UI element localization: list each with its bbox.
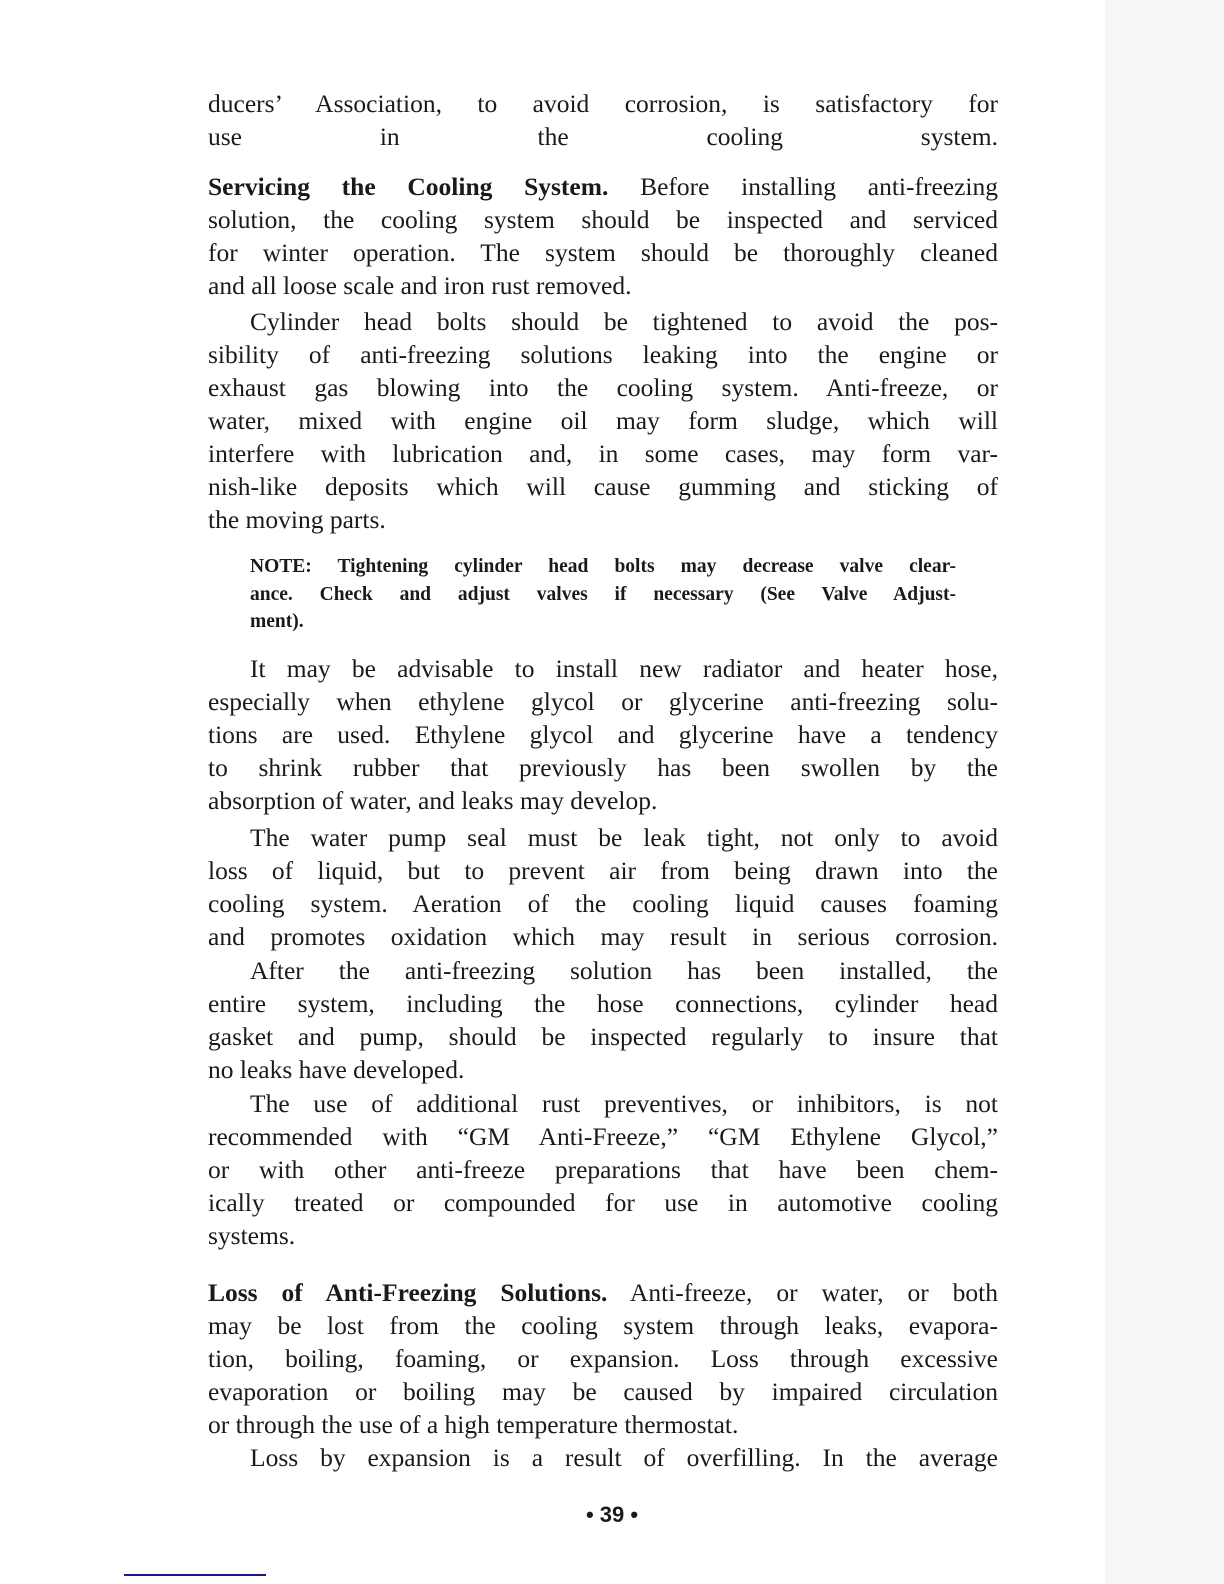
scan-edge: [1105, 0, 1224, 1584]
text-line: interfere with lubrication and, in some cases, may form var-: [208, 439, 998, 468]
text-line: ance. Check and adjust valves if necessary (See Valve Adjust-: [250, 583, 956, 605]
text-line: ment).: [250, 611, 304, 632]
paragraph-water-pump: [208, 821, 998, 953]
text-line: It may be advisable to install new radiator and heater hose,: [250, 654, 998, 683]
link-underline: [124, 1574, 266, 1576]
page-number: • 39 •: [585, 1502, 639, 1527]
text-line: for winter operation. The system should be thoroughly cleaned: [208, 238, 998, 267]
paragraph-expansion: [208, 1441, 998, 1474]
text-line: may be lost from the cooling system through leaks, evapora-: [208, 1311, 998, 1340]
text-line: tions are used. Ethylene glycol and glycerine have a tendency: [208, 720, 998, 749]
text-run: Before installing anti-freezing: [608, 172, 999, 201]
text-line: absorption of water, and leaks may develop.: [208, 786, 658, 815]
text-line: use in the cooling system.: [208, 122, 998, 151]
text-line: no leaks have developed.: [208, 1055, 465, 1084]
text-line: and promotes oxidation which may result in serious corrosion.: [208, 922, 998, 951]
text-line: NOTE: Tightening cylinder head bolts may decrease valve clear-: [250, 556, 956, 577]
paragraph-servicing: [208, 170, 998, 302]
section-heading: Servicing the Cooling System.: [208, 172, 609, 201]
text-line: exhaust gas blowing into the cooling system. Anti-freeze, or: [208, 373, 998, 402]
text-line: water, mixed with engine oil may form sludge, which will: [208, 406, 998, 435]
text-line: nish-like deposits which will cause gumming and sticking of: [208, 472, 998, 501]
text-line: evaporation or boiling may be caused by impaired circulation: [208, 1377, 998, 1406]
text-line: sibility of anti-freezing solutions leaking into the engine or: [208, 340, 998, 369]
text-line: ducers’ Association, to avoid corrosion, is satisfactory for: [208, 89, 998, 118]
paragraph-intro: [208, 87, 998, 153]
paragraph-after-install: [208, 954, 998, 1086]
text-line: entire system, including the hose connections, cylinder head: [208, 989, 998, 1018]
text-line: The use of additional rust preventives, or inhibitors, is not: [250, 1089, 998, 1118]
text-line: ically treated or compounded for use in automotive cooling: [208, 1188, 998, 1217]
text-line: [208, 1276, 998, 1309]
paragraph-hose: [208, 652, 998, 817]
text-line: Loss by expansion is a result of overfilling. In the average: [250, 1443, 998, 1472]
section-heading: Loss of Anti-Freezing Solutions.: [208, 1278, 608, 1307]
text-line: Cylinder head bolts should be tightened to avoid the pos-: [250, 307, 998, 336]
text-line: After the anti-freezing solution has been installed, the: [250, 956, 998, 985]
text-line: The water pump seal must be leak tight, not only to avoid: [250, 823, 998, 852]
paragraph-cylinder-head: [208, 305, 998, 536]
text-line: or through the use of a high temperature thermostat.: [208, 1410, 739, 1439]
text-line: especially when ethylene glycol or glycerine anti-freezing solu-: [208, 687, 998, 716]
text-line: [208, 170, 998, 203]
paragraph-loss: [208, 1276, 998, 1441]
text-line: loss of liquid, but to prevent air from being drawn into the: [208, 856, 998, 885]
text-line: cooling system. Aeration of the cooling liquid causes foaming: [208, 889, 998, 918]
text-line: solution, the cooling system should be inspected and serviced: [208, 205, 998, 234]
text-line: or with other anti-freeze preparations that have been chem-: [208, 1155, 998, 1184]
text-line: the moving parts.: [208, 505, 386, 534]
text-line: tion, boiling, foaming, or expansion. Loss through excessive: [208, 1344, 998, 1373]
text-line: systems.: [208, 1221, 296, 1250]
paragraph-rust-preventives: [208, 1087, 998, 1252]
text-line: recommended with “GM Anti-Freeze,” “GM Ethylene Glycol,”: [208, 1122, 998, 1151]
text-line: and all loose scale and iron rust removed.: [208, 271, 632, 300]
text-run: Anti-freeze, or water, or both: [607, 1278, 998, 1307]
note-valve-clearance: [250, 553, 956, 636]
text-line: gasket and pump, should be inspected regularly to insure that: [208, 1022, 998, 1051]
text-line: to shrink rubber that previously has been swollen by the: [208, 753, 998, 782]
